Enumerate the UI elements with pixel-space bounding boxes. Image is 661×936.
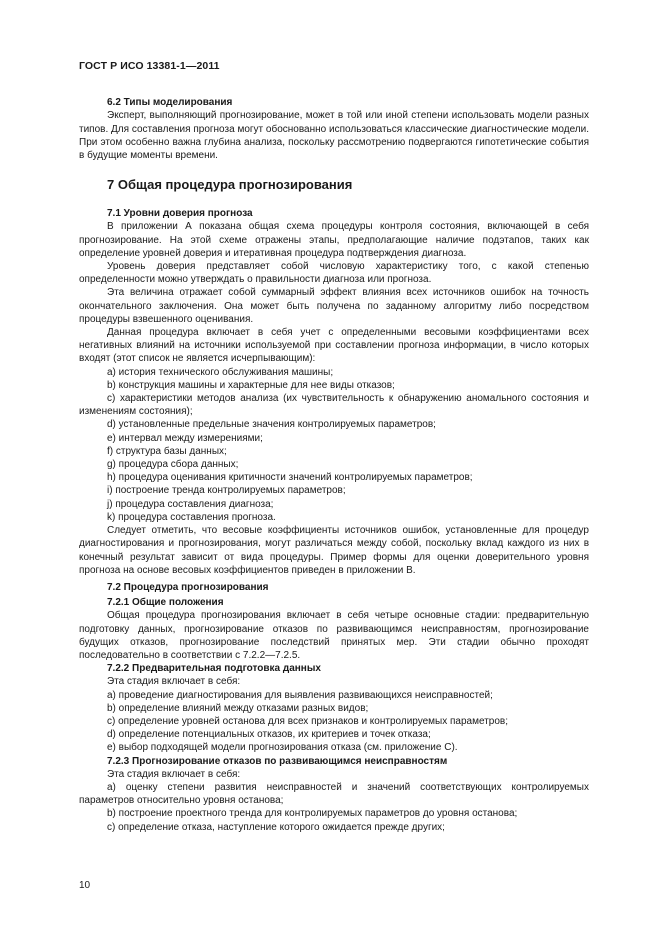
list-item: c) определение отказа, наступление которого ожидается прежде других; — [107, 821, 445, 833]
list-item: c) характеристики методов анализа (их чувствительность к обнаружению аномального состояния и изменениям состояния); — [79, 393, 589, 418]
section-6-2-paragraph: Эксперт, выполняющий прогнозирование, может в той или иной степени использовать модели разных типов. Для составления прогноза могут обоснованно использоваться классические диагностические модели. При этом особенно важна глубина анализа, поскольку рассмотрению подвергаются гипотетические события в будущие моменты времени. — [79, 110, 589, 162]
section-7-2-3-intro: Эта стадия включает в себя: — [107, 768, 241, 780]
section-7-2-2-intro: Эта стадия включает в себя: — [107, 676, 241, 688]
list-item: f) структура базы данных; — [107, 445, 227, 457]
list-item: k) процедура составления прогноза. — [107, 511, 276, 523]
section-7-1-paragraph-4: Данная процедура включает в себя учет с определенными весовыми коэффициентами всех негативных влияний на источники используемой при составлении прогноза информации, в число которых входят (этот список не является исчерпывающим): — [79, 327, 589, 365]
list-item: a) история технического обслуживания машины; — [107, 366, 334, 378]
list-item: b) конструкция машины и характерные для нее виды отказов; — [107, 379, 395, 391]
section-7-title: 7 Общая процедура прогнозирования — [107, 177, 353, 193]
section-7-1-paragraph-1: В приложении А показана общая схема процедуры контроля состояния, включающей в себя прогнозирование. На этой схеме отражены этапы, предполагающие наличие подэтапов, таких как определение уровней доверия и итеративная процедура подтверждения диагноза. — [79, 221, 589, 259]
section-7-2-title: 7.2 Процедура прогнозирования — [107, 581, 269, 593]
list-item: g) процедура сбора данных; — [107, 459, 239, 471]
section-6-2-title: 6.2 Типы моделирования — [107, 97, 233, 109]
list-item: b) построение проектного тренда для контролируемых параметров до уровня останова; — [107, 808, 518, 820]
list-item: b) определение влияний между отказами разных видов; — [107, 702, 369, 714]
list-item: e) выбор подходящей модели прогнозирования отказа (см. приложение С). — [107, 742, 458, 754]
section-7-1-paragraph-3: Эта величина отражает собой суммарный эффект влияния всех источников ошибок на точность окончательного заключения. Она может быть получена по заданному алгоритму либо посредством процедуры взвешенного оценивания. — [79, 287, 589, 325]
document-header: ГОСТ Р ИСО 13381-1—2011 — [79, 60, 220, 72]
section-7-1-paragraph-5: Следует отметить, что весовые коэффициенты источников ошибок, установленные для процедур диагностирования и прогнозирования, могут различаться между собой, поскольку вклад каждого из них в конечный результат зависит от вида процедуры. Пример формы для оценки доверительного уровня прогноза на основе весовых коэффициентов приведен в приложении В. — [79, 525, 589, 576]
list-item: h) процедура оценивания критичности значений контролируемых параметров; — [107, 472, 473, 484]
page-body — [79, 60, 589, 834]
list-item: a) проведение диагностирования для выявления развивающихся неисправностей; — [107, 689, 493, 701]
section-7-2-1-title: 7.2.1 Общие положения — [107, 597, 224, 609]
list-item: i) построение тренда контролируемых параметров; — [107, 485, 346, 497]
list-item: c) определение уровней останова для всех признаков и контролируемых параметров; — [107, 715, 509, 727]
section-7-1-paragraph-2: Уровень доверия представляет собой числовую характеристику того, с какой степенью определенности можно утверждать о правильности диагноза или прогноза. — [79, 261, 589, 286]
list-item: j) процедура составления диагноза; — [107, 498, 274, 510]
list-item: a) оценку степени развития неисправностей и значений соответствующих контролируемых параметров относительно уровня останова; — [79, 781, 589, 807]
list-item: d) определение потенциальных отказов, их критериев и точек отказа; — [107, 729, 431, 741]
section-7-1-title: 7.1 Уровни доверия прогноза — [107, 208, 253, 220]
section-7-2-2-title: 7.2.2 Предварительная подготовка данных — [107, 663, 321, 675]
list-item: e) интервал между измерениями; — [107, 432, 263, 444]
section-7-2-3-title: 7.2.3 Прогнозирование отказов по развивающимся неисправностям — [107, 755, 448, 767]
page-number: 10 — [79, 880, 91, 891]
list-item: d) установленные предельные значения контролируемых параметров; — [107, 419, 436, 431]
section-7-2-1-paragraph: Общая процедура прогнозирования включает в себя четыре основные стадии: предварительную подготовку данных, прогнозирование отказов по развивающимся неисправностям, прогнозирование будущих отказов, прогнозирование последствий принятых мер. Эти стадии обычно проходят последовательно в соответствии с 7.2.2—7.2.5. — [79, 610, 589, 661]
